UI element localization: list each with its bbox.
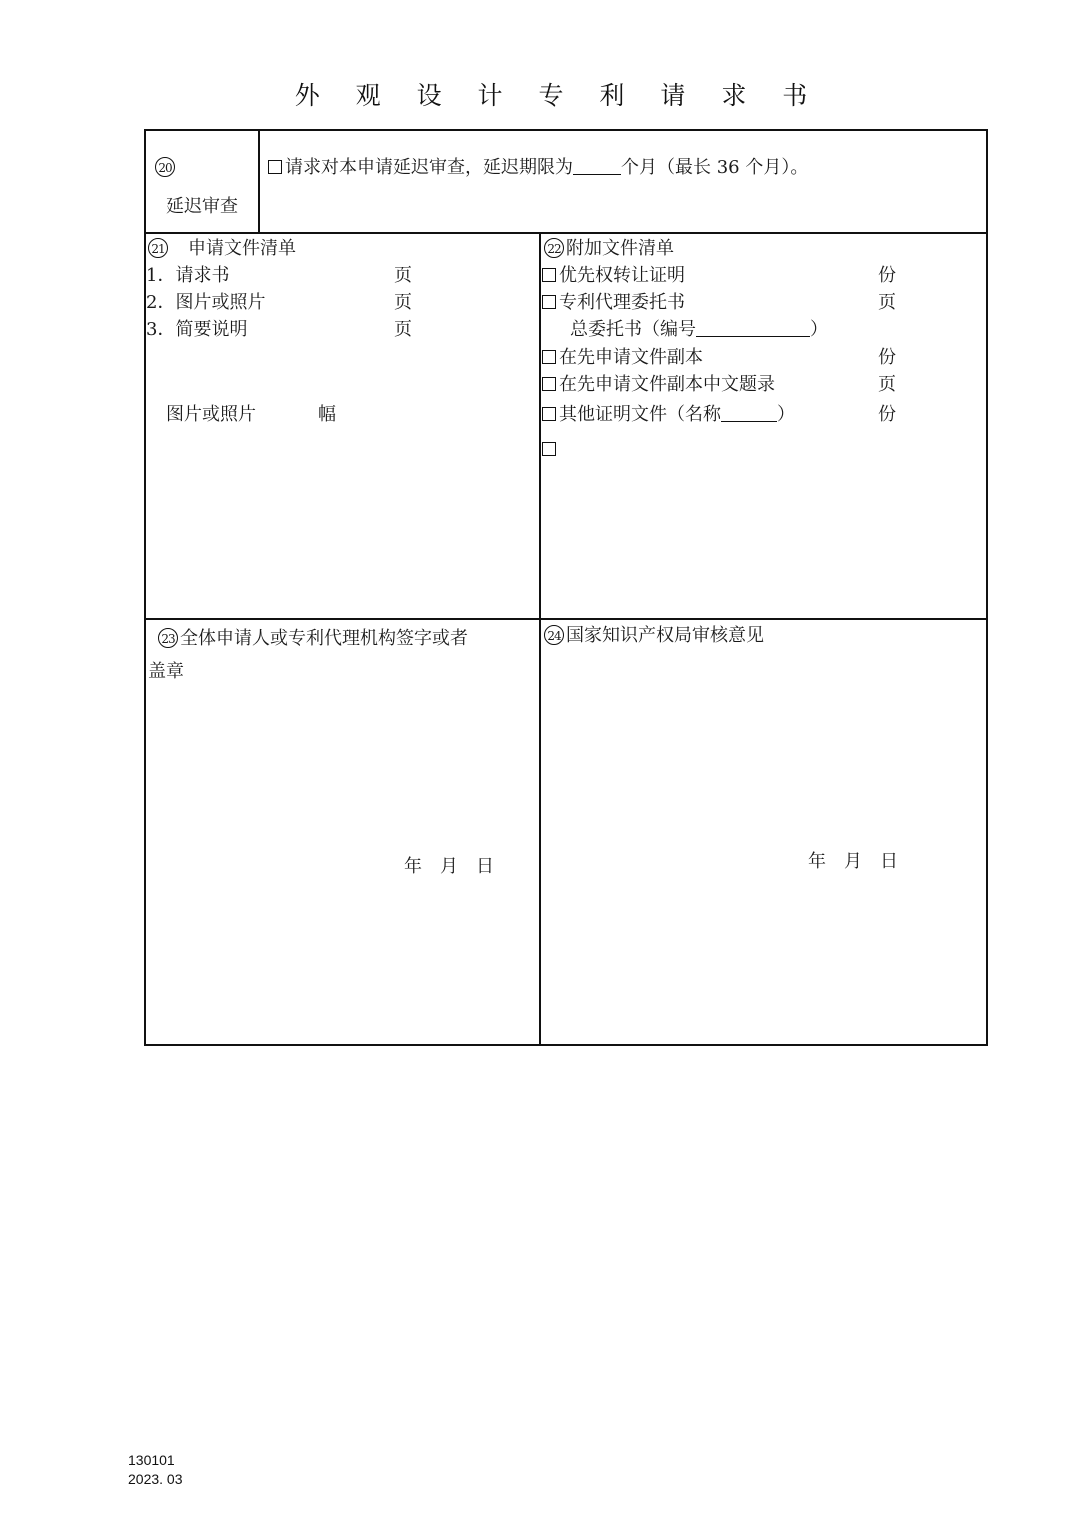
s22-item-4: 在先申请文件副本 (542, 348, 703, 369)
general-power-number-field[interactable] (696, 320, 810, 337)
s22-item-2-unit: 页 (878, 292, 896, 313)
s22-header: 22 附加文件清单 (544, 238, 674, 260)
s21-header: 21 申请文件清单 (148, 238, 296, 260)
s21-count-unit: 幅 (318, 404, 336, 425)
form-title: 外 观 设 计 专 利 请 求 书 (294, 81, 822, 110)
delay-exam-checkbox[interactable] (268, 160, 282, 174)
s23-label-line2: 盖章 (148, 661, 184, 682)
s21-item-3: 3．简要说明 (146, 319, 248, 340)
s22-general-power: 总委托书（编号 ） (570, 319, 828, 340)
blank-checkbox[interactable] (542, 442, 556, 456)
delay-months-field[interactable] (573, 158, 621, 175)
s24-date: 年 月 日 (808, 851, 898, 872)
s22-item-4-unit: 份 (878, 347, 896, 368)
s20-request-row: 请求对本申请延迟审查，延迟期限为 个月（最长 36 个月）。 (268, 158, 808, 179)
s22-item-blank (542, 440, 559, 461)
agent-power-checkbox[interactable] (542, 295, 556, 309)
s23-header: 23 全体申请人或专利代理机构签字或者 (158, 628, 468, 650)
prior-copy-checkbox[interactable] (542, 350, 556, 364)
prior-copy-cn-checkbox[interactable] (542, 377, 556, 391)
s21-item-2-unit: 页 (394, 292, 412, 313)
s21-item-1: 1．请求书 (146, 265, 230, 286)
other-docs-name-field[interactable] (721, 405, 777, 422)
s21-item-1-unit: 页 (394, 265, 412, 286)
s21-count-label: 图片或照片 (166, 404, 256, 425)
other-docs-checkbox[interactable] (542, 407, 556, 421)
s22-item-1-unit: 份 (878, 265, 896, 286)
s23-date: 年 月 日 (404, 856, 494, 877)
s22-item-2: 专利代理委托书 (542, 293, 685, 314)
form-version: 2023. 03 (128, 1471, 183, 1487)
s22-item-6-unit: 份 (878, 404, 896, 425)
s22-item-1: 优先权转让证明 (542, 266, 685, 287)
s21-item-2: 2．图片或照片 (146, 292, 266, 313)
s20-label: 延迟审查 (166, 196, 238, 217)
form-code: 130101 (128, 1452, 175, 1468)
s20-number: 20 (155, 157, 177, 179)
s22-item-5: 在先申请文件副本中文题录 (542, 375, 775, 396)
priority-transfer-checkbox[interactable] (542, 268, 556, 282)
s22-item-5-unit: 页 (878, 374, 896, 395)
s24-header: 24 国家知识产权局审核意见 (544, 625, 764, 647)
s21-item-3-unit: 页 (394, 319, 412, 340)
s22-item-6: 其他证明文件（名称 ） (542, 405, 795, 426)
